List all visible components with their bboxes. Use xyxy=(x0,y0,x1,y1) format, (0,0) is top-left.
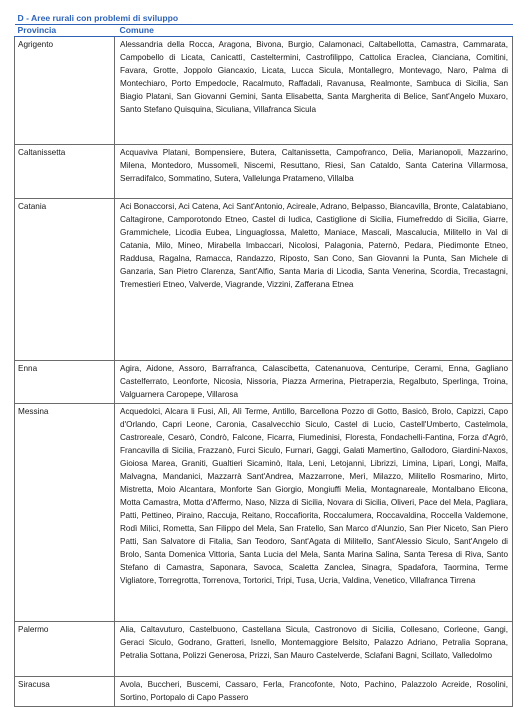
municipalities-cell: Aci Bonaccorsi, Aci Catena, Aci Sant'Antonio, Acireale, Adrano, Belpasso, Biancavilla, Bronte, Calatabiano, Caltagirone, Camporotondo Etneo, Castel di Iudica, Castiglione di Sicilia, Fiumefreddo di Sicilia, Giarre, Grammichele, Licodia Eubea, Linguaglossa, Maletto, Maniace, Mascali, Mascalucia, Militello in Val di Catania, Milo, Mineo, Mirabella Imbaccari, Nicolosi, Palagonia, Paternò, Pedara, Piedimonte Etneo, Raddusa, Ragalna, Ramacca, Randazzo, Riposto, San Cono, San Giovanni la Punta, San Michele di Ganzaria, San Pietro Clarenza, Sant'Alfio, Santa Maria di Licodia, Santa Venerina, Scordia, Trecastagni, Tremestieri Etneo, Valverde, Viagrande, Vizzini, Zafferana Etnea xyxy=(115,199,513,361)
table-row xyxy=(15,37,513,145)
province-cell: Enna xyxy=(15,361,115,404)
municipalities-cell: Acquedolci, Alcara li Fusi, Alì, Alì Terme, Antillo, Barcellona Pozzo di Gotto, Basicò, Brolo, Capizzi, Capo d'Orlando, Capri Leone, Caronia, Casalvecchio Siculo, Castel di Lucio, Castell'Umberto, Castelmola, Castroreale, Cesarò, Condrò, Falcone, Ficarra, Fiumedinisi, Floresta, Fondachelli-Fantina, Forza d'Agrò, Francavilla di Sicilia, Frazzanò, Furci Siculo, Furnari, Gaggi, Galati Mamertino, Gallodoro, Giardini-Naxos, Gioiosa Marea, Graniti, Gualtieri Sicaminò, Itala, Leni, Letojanni, Librizzi, Limina, Lipari, Longi, Malfa, Malvagna, Mandanici, Mazzarrà Sant'Andrea, Mazzarrone, Merì, Milazzo, Militello Rosmarino, Mirto, Mistretta, Moio Alcantara, Monforte San Giorgio, Mongiuffi Melia, Montagnareale, Montalbano Elicona, Motta Camastra, Motta d'Affermo, Naso, Nizza di Sicilia, Novara di Sicilia, Oliveri, Pace del Mela, Pagliara, Patti, Pettineo, Piraino, Raccuja, Reitano, Roccafiorita, Roccalumera, Roccavaldina, Roccella Valdemone, Rodì Milici, Rometta, San Filippo del Mela, San Fratello, San Marco d'Alunzio, San Pier Niceto, San Piero Patti, San Salvatore di Fitalia, San Teodoro, Sant'Agata di Militello, Sant'Alessio Siculo, Sant'Angelo di Brolo, Santa Domenica Vittoria, Santa Lucia del Mela, Santa Marina Salina, Santa Teresa di Riva, Santo Stefano di Camastra, Saponara, Savoca, Scaletta Zanclea, Sinagra, Spadafora, Taormina, Terme Vigliatore, Torregrotta, Torrenova, Tortorici, Tripi, Tusa, Ucria, Valdina, Venetico, Villafranca Tirrena xyxy=(115,404,513,622)
municipalities-cell: Acquaviva Platani, Bompensiere, Butera, Caltanissetta, Campofranco, Delia, Marianopoli, Mazzarino, Milena, Montedoro, Mussomeli, Niscemi, Resuttano, Riesi, San Cataldo, Santa Caterina Villarmosa, Serradifalco, Sommatino, Sutera, Vallelunga Pratameno, Villalba xyxy=(115,145,513,199)
table-row xyxy=(15,199,513,361)
table-row xyxy=(15,622,513,677)
province-cell: Catania xyxy=(15,199,115,361)
province-cell: Caltanissetta xyxy=(15,145,115,199)
province-cell: Siracusa xyxy=(15,677,115,707)
municipalities-cell: Avola, Buccheri, Buscemi, Cassaro, Ferla, Francofonte, Noto, Pachino, Palazzolo Acreide, Rosolini, Sortino, Portopalo di Capo Passero xyxy=(115,677,513,707)
table-row xyxy=(15,145,513,199)
header-provincia: Provincia xyxy=(15,25,115,37)
table-row xyxy=(15,361,513,404)
municipalities-table xyxy=(14,12,513,707)
table-row xyxy=(15,677,513,707)
table-title-row xyxy=(15,12,513,25)
province-cell: Palermo xyxy=(15,622,115,677)
province-cell: Messina xyxy=(15,404,115,622)
table-header-row xyxy=(15,25,513,37)
header-comune: Comune xyxy=(115,25,513,37)
municipalities-cell: Alia, Caltavuturo, Castelbuono, Castellana Sicula, Castronovo di Sicilia, Collesano, Corleone, Gangi, Geraci Siculo, Godrano, Gratteri, Isnello, Montemaggiore Belsito, Palazzo Adriano, Petralia Soprana, Petralia Sottana, Polizzi Generosa, Prizzi, San Mauro Castelverde, Sclafani Bagni, Scillato, Valledolmo xyxy=(115,622,513,677)
municipalities-cell: Agira, Aidone, Assoro, Barrafranca, Calascibetta, Catenanuova, Centuripe, Cerami, Enna, Gagliano Castelferrato, Leonforte, Nicosia, Nissoria, Piazza Armerina, Pietraperzia, Regalbuto, Sperlinga, Troina, Valguarnera Caropepe, Villarosa xyxy=(115,361,513,404)
municipalities-cell: Alessandria della Rocca, Aragona, Bivona, Burgio, Calamonaci, Caltabellotta, Camastra, Cammarata, Campobello di Licata, Canicattì, Casteltermini, Castrofilippo, Cattolica Eraclea, Cianciana, Comitini, Favara, Grotte, Joppolo Giancaxio, Licata, Lucca Sicula, Montallegro, Montevago, Naro, Palma di Montechiaro, Porto Empedocle, Racalmuto, Raffadali, Ravanusa, Realmonte, Sambuca di Sicilia, San Biagio Platani, San Giovanni Gemini, Santa Elisabetta, Santa Margherita di Belice, Sant'Angelo Muxaro, Santo Stefano Quisquina, Siculiana, Villafranca Sicula xyxy=(115,37,513,145)
province-cell: Agrigento xyxy=(15,37,115,145)
table-title: D - Aree rurali con problemi di sviluppo xyxy=(15,12,513,25)
table-row xyxy=(15,404,513,622)
